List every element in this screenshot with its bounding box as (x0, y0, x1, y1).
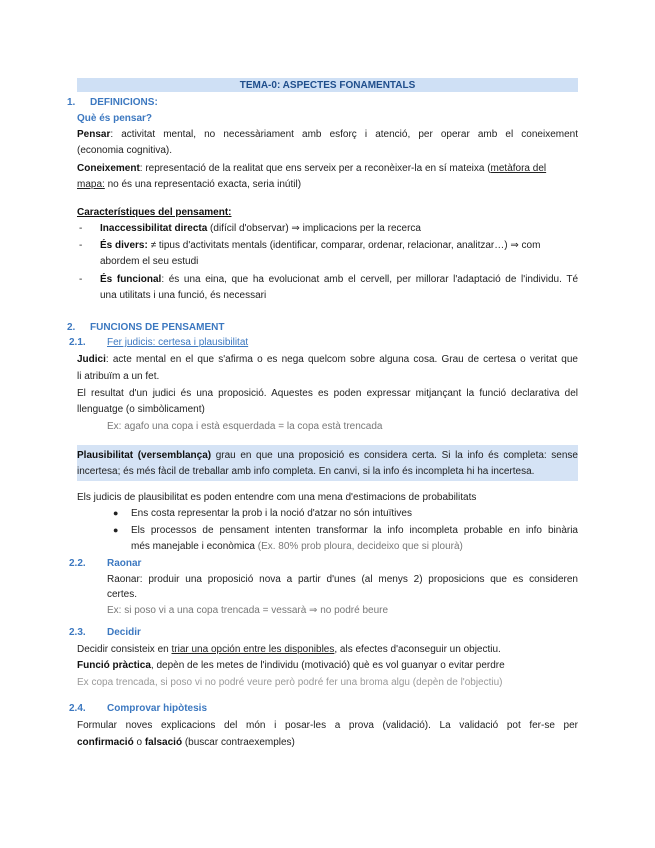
bullet-icon: ● (113, 525, 119, 535)
characteristic-item-2: És divers: ≠ tipus d'activitats mentals (identificar, comparar, ordenar, relacionar, analitzar…) ⇒ com (100, 240, 541, 251)
bullet-icon: ● (113, 508, 119, 518)
characteristic-item-3-cont: una utilitats i una funció, és necessari (100, 290, 267, 301)
subsection-2-3-title: Decidir (107, 627, 141, 638)
bullet-item-2-line2: més manejable i econòmica (Ex. 80% prob ploura, decideixo que si plourà) (131, 541, 463, 552)
coneixement-definition-line2: mapa: no és una representació exacta, seria inútil) (77, 179, 302, 190)
result-line1: El resultat d'un judici és una proposició. Aquestes es poden expressar mitjançant la funció declarativa del (77, 388, 578, 399)
bullet-item-2-line1: Els processos de pensament intenten transformar la info incompleta probable en info binària (131, 525, 578, 536)
document-title: TEMA-0: ASPECTES FONAMENTALS (239, 80, 416, 91)
subsection-2-4-number: 2.4. (69, 703, 86, 714)
characteristic-item-1: Inaccessibilitat directa (difícil d'observar) ⇒ implicacions per la recerca (100, 223, 421, 234)
subsection-2-2-number: 2.2. (69, 558, 86, 569)
formular-line1: Formular noves explicacions del món i posar-les a prova (validació). La validació pot fer-se per (77, 720, 578, 731)
characteristics-heading: Característiques del pensament: (77, 207, 232, 218)
pensar-definition-line1: Pensar: activitat mental, no necessàriament amb esforç i atenció, per operar amb el coneixement (77, 129, 578, 140)
coneixement-term: Coneixement (77, 163, 140, 174)
subsection-2-1-number: 2.1. (69, 337, 86, 348)
raonar-line1: Raonar: produir una proposició nova a partir d'unes (al menys 2) proposicions que es consideren (107, 574, 578, 585)
funcio-practica-line: Funció pràctica, depèn de les metes de l'individu (motivació) què es vol guanyar o evitar perdre (77, 660, 505, 671)
raonar-line2: certes. (107, 589, 138, 600)
characteristic-item-2-cont: abordem el seu estudi (100, 256, 199, 267)
example-3: Ex copa trencada, si poso vi no podré veure però podré fer una broma algu (depèn de l'objectiu) (77, 677, 503, 688)
formular-line2: confirmació o falsació (buscar contraexemples) (77, 737, 295, 748)
subsection-2-4-title: Comprovar hipòtesis (107, 703, 208, 714)
section-1-heading: DEFINICIONS: (90, 97, 158, 108)
pensar-term: Pensar (77, 129, 111, 140)
plausibility-line1: Plausibilitat (versemblança) grau en que una proposició es considera certa. Si la info és completa: sense (77, 450, 578, 461)
map-metaphor-link: metàfora del (490, 163, 547, 174)
subsection-2-1-title: Fer judicis: certesa i plausibilitat (107, 337, 249, 348)
plausibility-line2: incertesa; és més fàcil de treballar amb info completa. En canvi, si la info és incompleta hi ha incertesa. (77, 466, 535, 477)
example-2: Ex: si poso vi a una copa trencada = vessarà ⇒ no podré beure (107, 605, 389, 616)
section-2-number: 2. (67, 322, 76, 333)
judici-definition-line1: Judici: acte mental en el que s'afirma o es nega quelcom sobre alguna cosa. Grau de certesa o veritat que (77, 354, 578, 365)
judgments-line: Els judicis de plausibilitat es poden entendre com una mena d'estimacions de probabilitats (77, 492, 477, 503)
section-2-heading: FUNCIONS DE PENSAMENT (90, 322, 225, 333)
result-line2: llenguatge (o simbòlicament) (77, 404, 205, 415)
list-dash: - (79, 223, 83, 234)
section-1-number: 1. (67, 97, 76, 108)
judici-definition-line2: li atribuïm a un fet. (77, 371, 160, 382)
list-dash: - (79, 274, 83, 285)
subsection-2-3-number: 2.3. (69, 627, 86, 638)
example-1: Ex: agafo una copa i està esquerdada = la copa està trencada (107, 421, 383, 432)
subsection-2-2-title: Raonar (107, 558, 142, 569)
coneixement-definition-line1: Coneixement: representació de la realitat que ens serveix per a reconèixer-la en sí mateixa (metàfora del (77, 163, 547, 174)
list-dash: - (79, 240, 83, 251)
characteristic-item-3: És funcional: és una eina, que ha evolucionat amb el cervell, per millorar l'adaptació de l'individu. Té (100, 274, 579, 285)
section-1-subheading: Què és pensar? (77, 113, 153, 124)
decidir-line: Decidir consisteix en triar una opción entre les disponibles, als efectes d'aconseguir un objectiu. (77, 644, 501, 655)
pensar-definition-line2: (economia cognitiva). (77, 145, 173, 156)
bullet-item-1: Ens costa representar la prob i la noció d'atzar no són intuïtives (131, 508, 412, 519)
